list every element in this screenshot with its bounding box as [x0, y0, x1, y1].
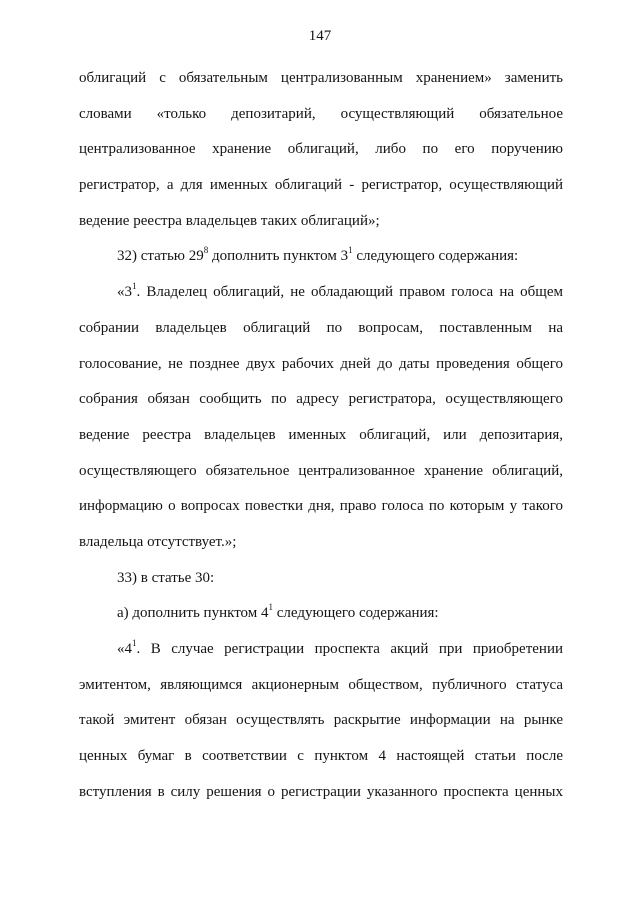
superscript: 8 — [203, 245, 209, 256]
text-line: голосование, не позднее двух рабочих дней до даты проведения общего — [79, 355, 563, 372]
text-line: эмитентом, являющимся акционерным обществом, публичного статуса — [79, 676, 563, 693]
item-33: 33) в статье 30: — [117, 569, 215, 586]
quote-3-1-first-line: «$3^1$. Владелец облигаций, не обладающий правом голоса на общем — [117, 281, 563, 301]
text-line: словами «только депозитарий, осуществляющий обязательное — [79, 105, 563, 122]
text-line: осуществляющего обязательное централизованное хранение облигаций, — [79, 462, 563, 479]
text-line: регистратор, а для именных облигаций - регистратор, осуществляющий — [79, 177, 563, 194]
superscript: 1 — [132, 281, 137, 292]
document-body — [79, 61, 563, 810]
text-line: информацию о вопросах повестки дня, право голоса по которым у такого — [79, 498, 563, 515]
superscript: 1 — [132, 638, 137, 648]
page-number: 147 — [308, 28, 332, 44]
text-line: ведение реестра владельцев именных облигаций, или депозитария, — [79, 426, 563, 443]
superscript: 1 — [348, 245, 353, 256]
item-33a: а) дополнить пунктом $4^1$ следующего содержания: — [117, 602, 439, 622]
text-line: вступления в силу решения о регистрации указанного проспекта ценных — [79, 783, 563, 800]
text-line: собрании владельцев облигаций по вопросам, поставленным на — [79, 319, 563, 336]
text-line: собрания обязан сообщить по адресу регистратора, осуществляющего — [79, 391, 563, 408]
text-line: ведение реестра владельцев таких облигаций»; — [79, 212, 380, 229]
superscript: 1 — [268, 602, 274, 613]
text-line: централизованное хранение облигаций, либо по его поручению — [79, 141, 563, 158]
text-line: ценных бумаг в соответствии с пунктом 4 настоящей статьи после — [79, 748, 563, 765]
text-line: такой эмитент обязан осуществлять раскрытие информации на рынке — [79, 712, 563, 729]
item-32: 32) статью $29^8$ дополнить пунктом $3^1$ следующего содержания: — [117, 245, 519, 265]
text-line: владельца отсутствует.»; — [79, 533, 237, 550]
quote-4-1-first-line: «$4^1$. В случае регистрации проспекта акций при приобретении — [117, 638, 563, 657]
text-line: облигаций с обязательным централизованным хранением» заменить — [79, 70, 563, 86]
